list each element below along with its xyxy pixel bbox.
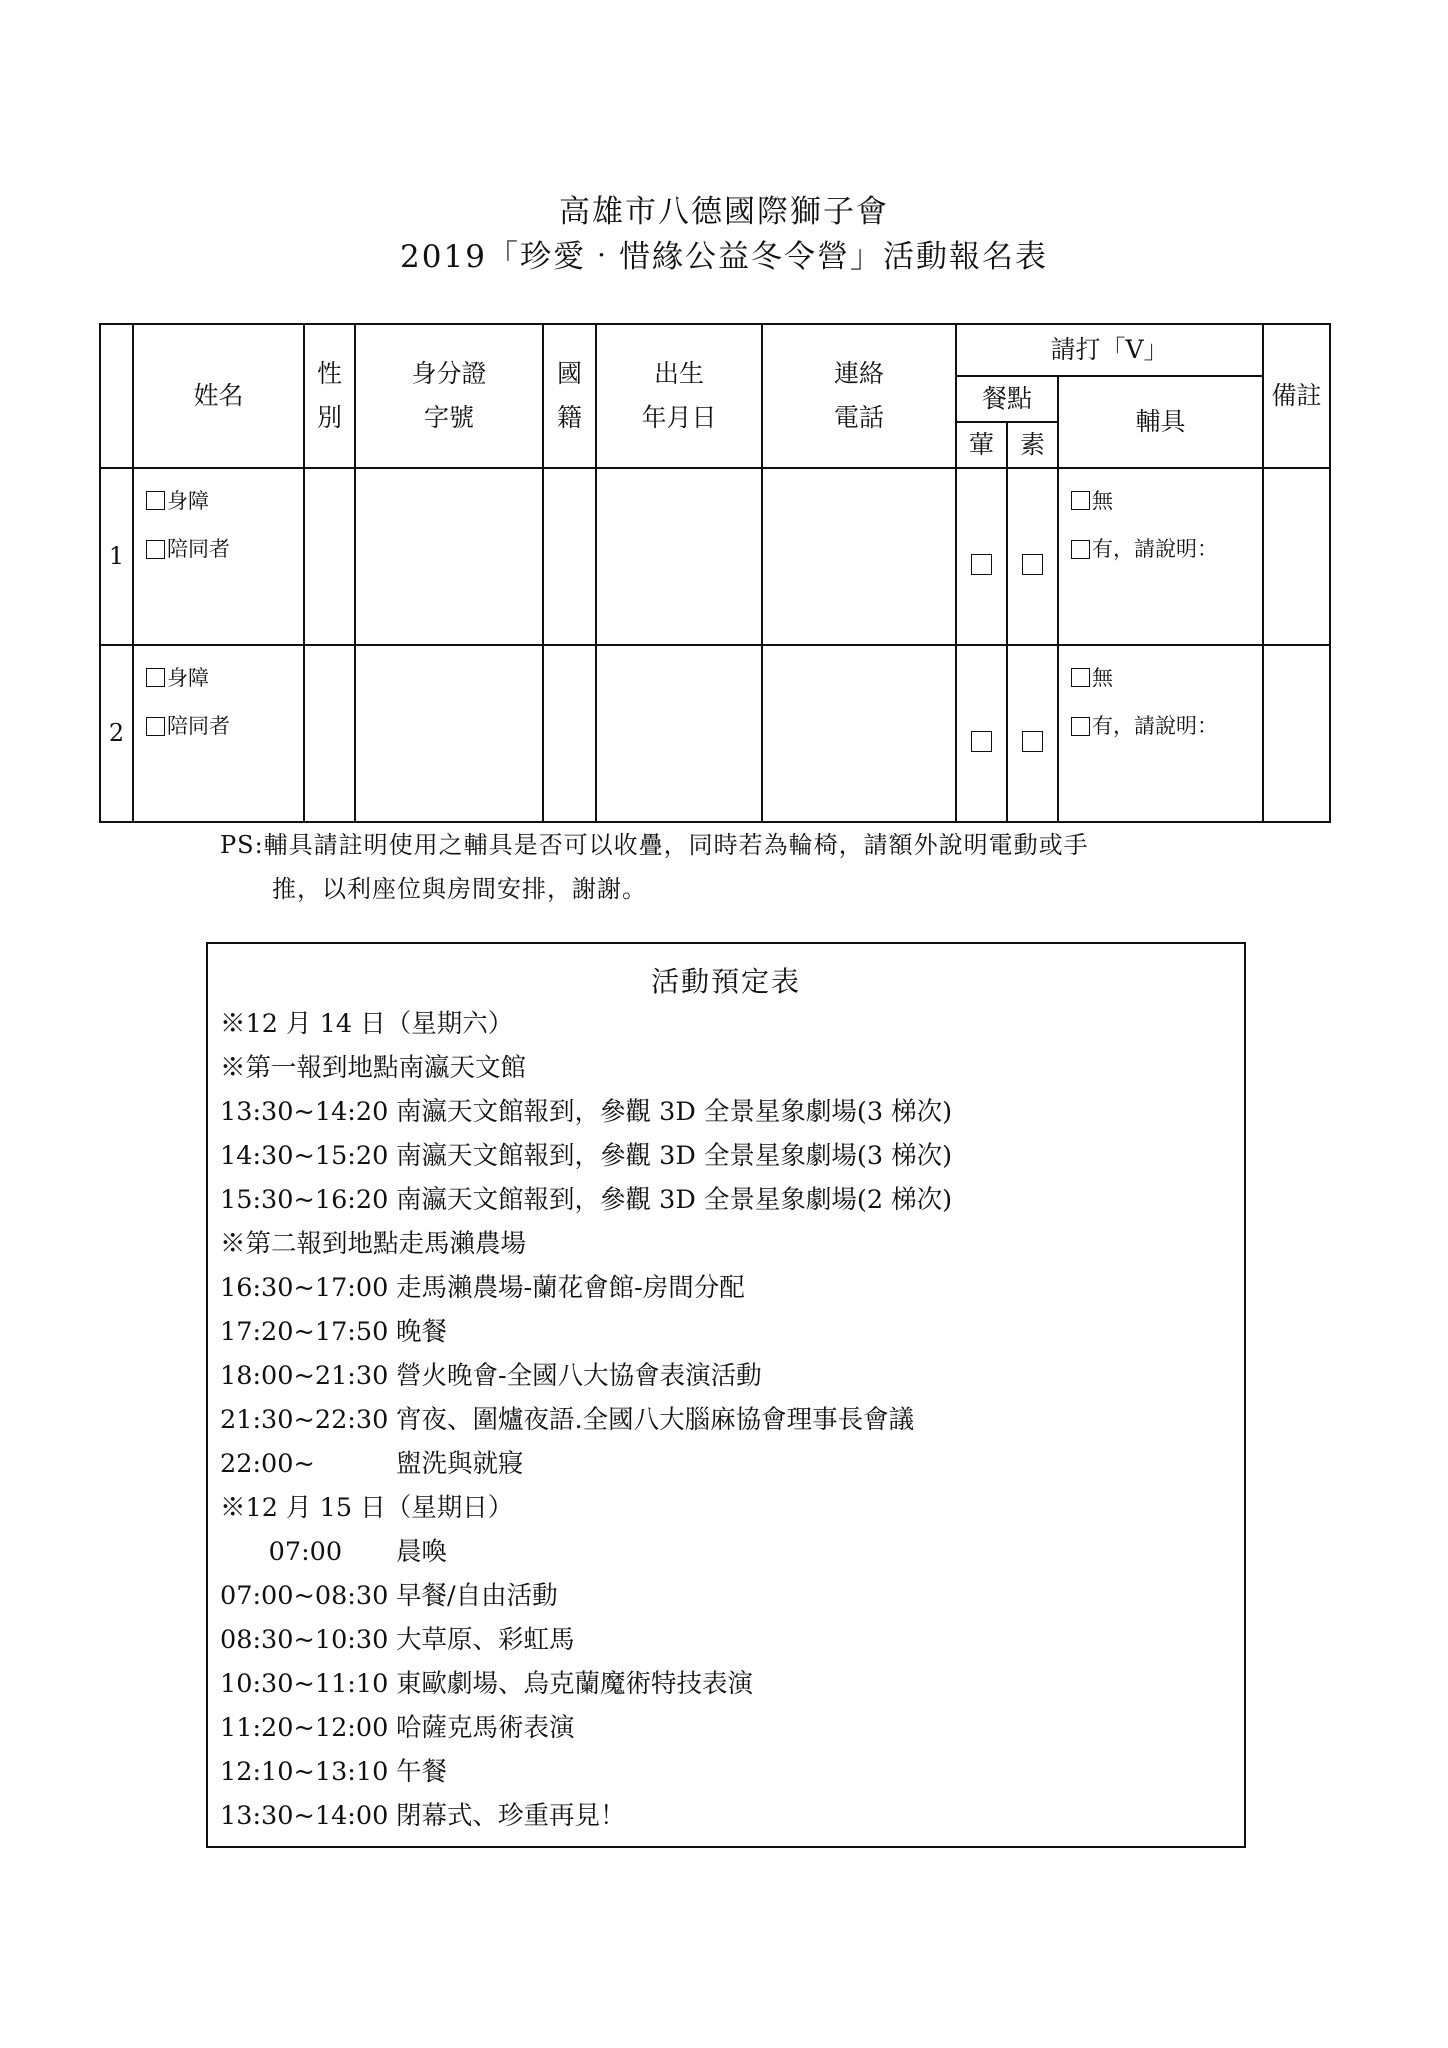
note-cell[interactable] xyxy=(1263,645,1330,822)
ps-line-1: PS:輔具請註明使用之輔具是否可以收疊，同時若為輪椅，請額外說明電動或手 xyxy=(220,831,1089,859)
header-veg: 素 xyxy=(1007,422,1058,468)
schedule-line xyxy=(220,1398,1244,1442)
header-meal: 餐點 xyxy=(956,376,1058,422)
meat-cell[interactable] xyxy=(956,468,1007,645)
schedule-line xyxy=(220,1134,1244,1178)
schedule-line xyxy=(220,1794,1244,1838)
aid-yes-option[interactable] xyxy=(1071,708,1262,745)
schedule-time: 11:20~12:00 xyxy=(220,1713,389,1743)
schedule-list xyxy=(220,1002,1244,1838)
schedule-line xyxy=(220,1090,1244,1134)
schedule-desc: 南瀛天文館報到，參觀 3D 全景星象劇場(2 梯次) xyxy=(396,1185,953,1215)
meat-cell[interactable] xyxy=(956,645,1007,822)
aid-none-option[interactable] xyxy=(1071,660,1262,697)
schedule-desc: 南瀛天文館報到，參觀 3D 全景星象劇場(3 梯次) xyxy=(396,1141,953,1171)
ps-line-2: 推，以利座位與房間安排，謝謝。 xyxy=(272,875,647,903)
checkbox-icon[interactable] xyxy=(146,717,165,736)
option-label: 無 xyxy=(1092,488,1113,513)
row-number: 2 xyxy=(100,645,133,822)
table-row xyxy=(100,468,1330,645)
header-nat-line2: 籍 xyxy=(556,402,582,432)
row-number-header xyxy=(100,324,133,468)
option-label: 無 xyxy=(1092,665,1113,690)
note-cell[interactable] xyxy=(1263,468,1330,645)
schedule-desc: 晚餐 xyxy=(396,1317,448,1347)
header-name: 姓名 xyxy=(133,324,304,468)
header-meat: 葷 xyxy=(956,422,1007,468)
header-phone-line1: 連絡 xyxy=(833,359,884,388)
schedule-time: ※12 月 14 日（星期六） xyxy=(220,1009,514,1039)
schedule-desc: 東歐劇場、烏克蘭魔術特技表演 xyxy=(396,1669,754,1699)
disabled-option[interactable] xyxy=(146,483,303,520)
phone-cell[interactable] xyxy=(762,468,956,645)
header-id-line2: 字號 xyxy=(423,402,474,432)
option-label: 有，請說明： xyxy=(1092,714,1218,739)
row-number: 1 xyxy=(100,468,133,645)
sex-cell[interactable] xyxy=(304,468,355,645)
schedule-time: 10:30~11:10 xyxy=(220,1669,389,1699)
schedule-box xyxy=(206,942,1246,1848)
schedule-time: 07:00 xyxy=(220,1537,343,1567)
schedule-time: 21:30~22:30 xyxy=(220,1405,389,1435)
form-title: 高雄市八德國際獅子會 xyxy=(559,194,889,230)
disabled-option[interactable] xyxy=(146,660,303,697)
schedule-desc: 宵夜、圍爐夜語.全國八大腦麻協會理事長會議 xyxy=(396,1405,915,1435)
birth-cell[interactable] xyxy=(596,468,762,645)
schedule-line xyxy=(220,1178,1244,1222)
checkbox-icon[interactable] xyxy=(1071,540,1090,559)
header-aid: 輔具 xyxy=(1058,376,1263,468)
name-cell[interactable] xyxy=(133,468,304,645)
header-nationality xyxy=(543,324,596,468)
schedule-time: 13:30~14:00 xyxy=(220,1801,389,1831)
schedule-time: 14:30~15:20 xyxy=(220,1141,389,1171)
checkbox-icon[interactable] xyxy=(1071,717,1090,736)
schedule-line xyxy=(220,1046,1244,1090)
schedule-time: ※12 月 15 日（星期日） xyxy=(220,1493,514,1523)
header-nat-line1: 國 xyxy=(556,359,582,388)
schedule-line xyxy=(220,1574,1244,1618)
checkbox-icon[interactable] xyxy=(1022,731,1043,752)
checkbox-icon[interactable] xyxy=(971,554,992,575)
schedule-time: 08:30~10:30 xyxy=(220,1625,389,1655)
nationality-cell[interactable] xyxy=(543,468,596,645)
schedule-line xyxy=(220,1618,1244,1662)
schedule-time: 07:00~08:30 xyxy=(220,1581,389,1611)
aid-none-option[interactable] xyxy=(1071,483,1262,520)
checkbox-icon[interactable] xyxy=(146,540,165,559)
schedule-desc: 營火晚會-全國八大協會表演活動 xyxy=(396,1361,762,1391)
checkbox-icon[interactable] xyxy=(971,731,992,752)
form-subtitle: 2019「珍愛‧惜緣公益冬令營」活動報名表 xyxy=(400,239,1048,275)
aid-yes-option[interactable] xyxy=(1071,531,1262,568)
checkbox-icon[interactable] xyxy=(1022,554,1043,575)
schedule-line xyxy=(220,1310,1244,1354)
birth-cell[interactable] xyxy=(596,645,762,822)
id-cell[interactable] xyxy=(355,468,543,645)
header-birth xyxy=(596,324,762,468)
schedule-line xyxy=(220,1442,1244,1486)
option-label: 身障 xyxy=(167,488,209,513)
header-birth-line1: 出生 xyxy=(653,359,704,388)
schedule-desc: 南瀛天文館報到，參觀 3D 全景星象劇場(3 梯次) xyxy=(396,1097,953,1127)
checkbox-icon[interactable] xyxy=(1071,668,1090,687)
schedule-desc: 晨喚 xyxy=(396,1537,448,1567)
schedule-desc: 盥洗與就寢 xyxy=(396,1449,524,1479)
schedule-time: 22:00~ xyxy=(220,1449,315,1479)
schedule-time: 18:00~21:30 xyxy=(220,1361,389,1391)
name-cell[interactable] xyxy=(133,645,304,822)
aid-cell[interactable] xyxy=(1058,645,1263,822)
schedule-time: ※第二報到地點走馬瀨農場 xyxy=(220,1229,527,1259)
schedule-line xyxy=(220,1530,1244,1574)
schedule-line xyxy=(220,1750,1244,1794)
schedule-time: 15:30~16:20 xyxy=(220,1185,389,1215)
sex-cell[interactable] xyxy=(304,645,355,822)
id-cell[interactable] xyxy=(355,645,543,822)
header-sex-line2: 別 xyxy=(316,402,342,432)
schedule-line xyxy=(220,1222,1244,1266)
schedule-time: 17:20~17:50 xyxy=(220,1317,389,1347)
veg-cell[interactable] xyxy=(1007,468,1058,645)
header-sex xyxy=(304,324,355,468)
header-sex-line1: 性 xyxy=(316,359,342,388)
header-check: 請打「V」 xyxy=(956,324,1263,376)
schedule-desc: 午餐 xyxy=(396,1757,448,1787)
nationality-cell[interactable] xyxy=(543,645,596,822)
option-label: 有，請說明： xyxy=(1092,537,1218,562)
checkbox-icon[interactable] xyxy=(146,491,165,510)
checkbox-icon[interactable] xyxy=(146,668,165,687)
phone-cell[interactable] xyxy=(762,645,956,822)
schedule-line xyxy=(220,1002,1244,1046)
schedule-line xyxy=(220,1662,1244,1706)
schedule-desc: 走馬瀨農場-蘭花會館-房間分配 xyxy=(396,1273,745,1303)
option-label: 陪同者 xyxy=(167,714,230,739)
header-phone-line2: 電話 xyxy=(833,402,884,432)
ps-note xyxy=(220,823,1240,911)
header-id-line1: 身分證 xyxy=(411,359,487,388)
header-phone xyxy=(762,324,956,468)
header-id xyxy=(355,324,543,468)
schedule-line xyxy=(220,1266,1244,1310)
checkbox-icon[interactable] xyxy=(1071,491,1090,510)
header-birth-line2: 年月日 xyxy=(641,402,717,432)
schedule-desc: 哈薩克馬術表演 xyxy=(396,1713,575,1743)
veg-cell[interactable] xyxy=(1007,645,1058,822)
schedule-time: 13:30~14:20 xyxy=(220,1097,389,1127)
table-row xyxy=(100,645,1330,822)
option-label: 身障 xyxy=(167,665,209,690)
schedule-line xyxy=(220,1706,1244,1750)
option-label: 陪同者 xyxy=(167,537,230,562)
schedule-time: ※第一報到地點南瀛天文館 xyxy=(220,1053,527,1083)
schedule-desc: 大草原、彩虹馬 xyxy=(396,1625,575,1655)
schedule-line xyxy=(220,1354,1244,1398)
schedule-line xyxy=(220,1486,1244,1530)
registration-table xyxy=(99,323,1331,823)
schedule-desc: 閉幕式、珍重再見！ xyxy=(396,1801,626,1831)
aid-cell[interactable] xyxy=(1058,468,1263,645)
schedule-time: 12:10~13:10 xyxy=(220,1757,389,1787)
schedule-desc: 早餐/自由活動 xyxy=(396,1581,558,1611)
schedule-time: 16:30~17:00 xyxy=(220,1273,389,1303)
companion-option[interactable] xyxy=(146,531,303,568)
schedule-title: 活動預定表 xyxy=(650,965,801,998)
companion-option[interactable] xyxy=(146,708,303,745)
header-note: 備註 xyxy=(1263,324,1330,468)
